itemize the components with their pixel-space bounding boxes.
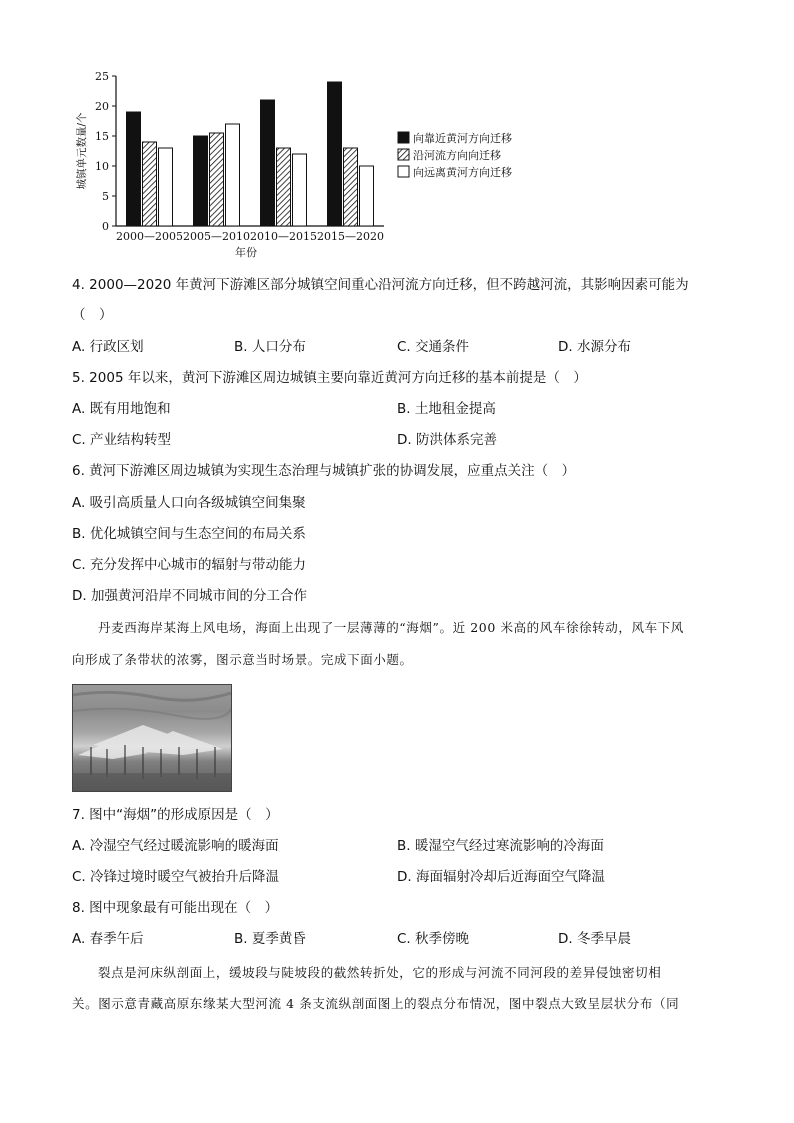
q8-option-d[interactable]: D. 冬季早晨 (558, 931, 631, 947)
y-tick-label: 0 (102, 220, 109, 233)
q8-option-c[interactable]: C. 秋季傍晚 (397, 931, 470, 947)
x-tick-label: 2000—2005 (116, 230, 183, 243)
q5-option-b[interactable]: B. 土地租金提高 (397, 401, 496, 417)
q5-option-a[interactable]: A. 既有用地饱和 (72, 401, 171, 417)
q8-stem: 8. 图中现象最有可能出现在（ ） (72, 900, 279, 916)
passage2-line1: 裂点是河床纵剖面上，缓坡段与陡坡段的截然转折处，它的形成与河流不同河段的差异侵蚀密切相 (98, 965, 662, 980)
bar (194, 136, 208, 226)
q7-option-c[interactable]: C. 冷锋过境时暖空气被抬升后降温 (72, 869, 280, 885)
legend-swatch (398, 149, 409, 160)
legend-label: 沿河流方向向迁移 (413, 149, 501, 162)
bar (360, 166, 374, 226)
bar (277, 148, 291, 226)
q6-option-b[interactable]: B. 优化城镇空间与生态空间的布局关系 (72, 526, 306, 542)
q4-stem: 4. 2000—2020 年黄河下游滩区部分城镇空间重心沿河流方向迁移，但不跨越河流，其影响因素可能为 (72, 277, 689, 293)
bar (344, 148, 358, 226)
bar (143, 142, 157, 226)
q8-option-b[interactable]: B. 夏季黄昏 (234, 931, 306, 947)
x-tick-label: 2015—2020 (317, 230, 384, 243)
bar (293, 154, 307, 226)
q7-option-a[interactable]: A. 冷湿空气经过暖流影响的暖海面 (72, 838, 279, 854)
legend-swatch (398, 132, 409, 143)
bar (261, 100, 275, 226)
y-tick-label: 20 (95, 100, 109, 113)
y-axis-label: 城镇单元数量/个 (76, 112, 88, 190)
y-tick-label: 15 (95, 130, 109, 143)
q5-stem: 5. 2005 年以来，黄河下游滩区周边城镇主要向靠近黄河方向迁移的基本前提是（ ） (72, 370, 587, 386)
q7-option-d[interactable]: D. 海面辐射冷却后近海面空气降温 (397, 869, 605, 885)
q6-option-a[interactable]: A. 吸引高质量人口向各级城镇空间集聚 (72, 495, 306, 511)
bar (226, 124, 240, 226)
q7-stem: 7. 图中“海烟”的形成原因是（ ） (72, 807, 279, 823)
migration-bar-chart (72, 66, 542, 266)
legend-swatch (398, 166, 409, 177)
q8-option-a[interactable]: A. 春季午后 (72, 931, 144, 947)
bar (328, 82, 342, 226)
y-tick-label: 10 (95, 160, 109, 173)
bar (159, 148, 173, 226)
q4-option-d[interactable]: D. 水源分布 (558, 339, 631, 355)
q6-option-c[interactable]: C. 充分发挥中心城市的辐射与带动能力 (72, 557, 307, 573)
q4-option-c[interactable]: C. 交通条件 (397, 339, 470, 355)
y-tick-label: 5 (102, 190, 109, 203)
q4-answer-paren: （ ） (72, 307, 113, 323)
x-tick-label: 2005—2010 (183, 230, 250, 243)
q7-option-b[interactable]: B. 暖湿空气经过寒流影响的冷海面 (397, 838, 604, 854)
x-tick-label: 2010—2015 (250, 230, 317, 243)
q4-option-a[interactable]: A. 行政区划 (72, 339, 144, 355)
legend-label: 向靠近黄河方向迁移 (413, 132, 512, 145)
passage2-line2: 关。图示意青藏高原东缘某大型河流 4 条支流纵剖面图上的裂点分布情况，图中裂点大致呈层状分布（同 (72, 996, 680, 1011)
bar (127, 112, 141, 226)
passage1-line2: 向形成了条带状的浓雾，图示意当时场景。完成下面小题。 (72, 652, 413, 667)
q6-option-d[interactable]: D. 加强黄河沿岸不同城市间的分工合作 (72, 588, 307, 604)
q5-option-c[interactable]: C. 产业结构转型 (72, 432, 172, 448)
q6-stem: 6. 黄河下游滩区周边城镇为实现生态治理与城镇扩张的协调发展，应重点关注（ ） (72, 463, 576, 479)
bar (210, 133, 224, 226)
q5-option-d[interactable]: D. 防洪体系完善 (397, 432, 497, 448)
passage1-line1: 丹麦西海岸某海上风电场，海面上出现了一层薄薄的“海烟”。近 200 米高的风车徐徐转动，风车下风 (98, 620, 684, 635)
y-tick-label: 25 (95, 70, 109, 83)
chart-svg (72, 66, 542, 266)
q4-option-b[interactable]: B. 人口分布 (234, 339, 306, 355)
x-axis-label: 年份 (235, 246, 257, 259)
sea-smoke-photo (72, 684, 232, 792)
legend-label: 向远离黄河方向迁移 (413, 166, 512, 179)
